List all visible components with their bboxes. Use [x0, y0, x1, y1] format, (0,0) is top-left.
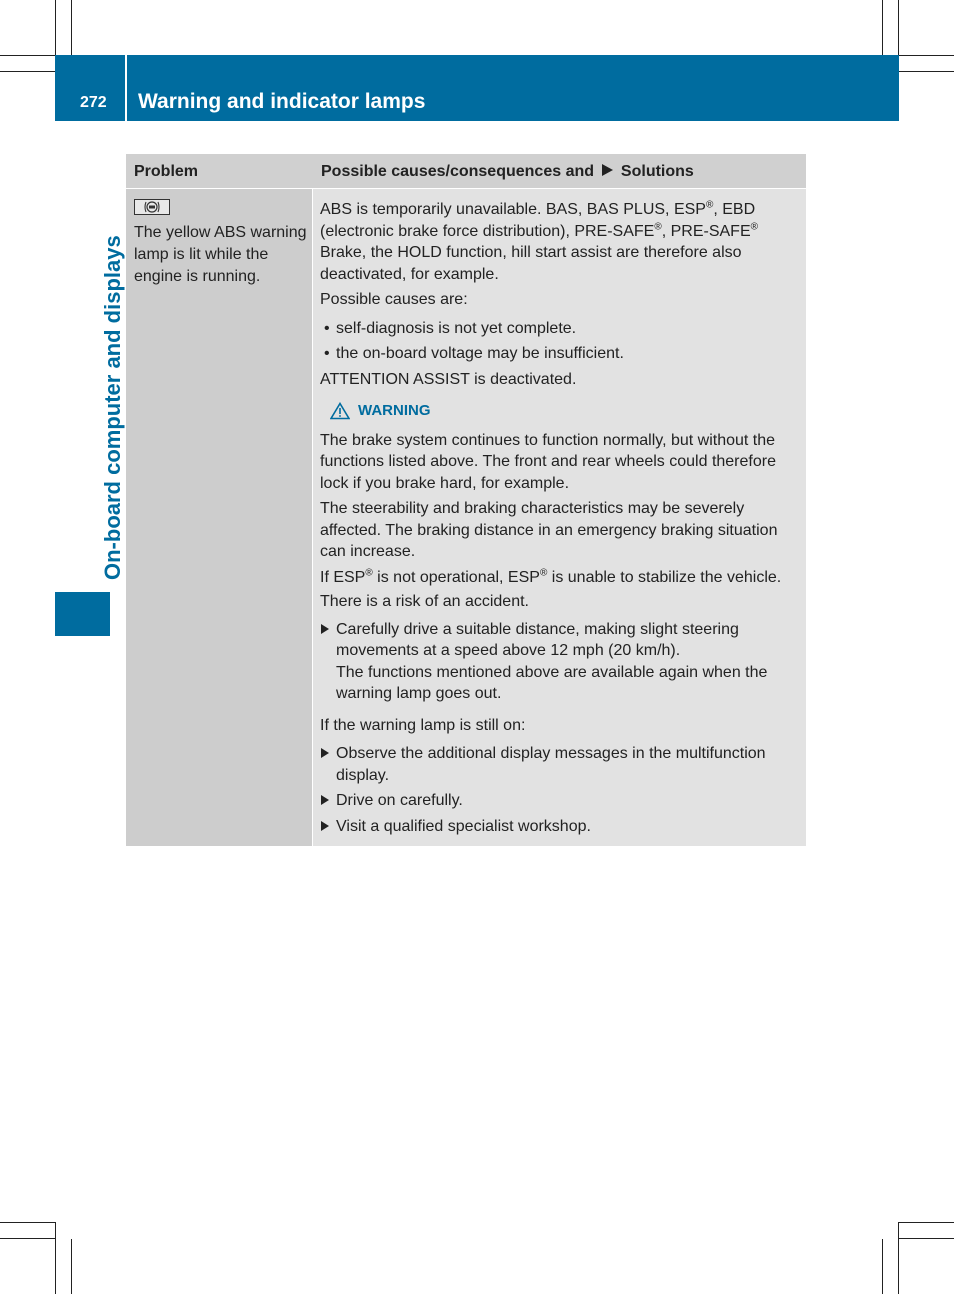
list-item — [320, 343, 802, 365]
warning-paragraph: The steerability and braking characteristics may be severely affected. The braking distance in an emergency braking situation can increase. — [320, 500, 778, 560]
crop-mark — [882, 1239, 883, 1294]
instruction-step — [320, 619, 802, 705]
column-header-causes-text: Possible causes/consequences and — [321, 163, 595, 180]
crop-mark — [0, 1238, 55, 1239]
crop-mark — [0, 1222, 55, 1223]
instruction-step — [320, 743, 802, 786]
step-arrow-icon — [321, 795, 329, 805]
bullet-icon: • — [324, 345, 330, 362]
crop-mark — [0, 71, 55, 72]
text: If ESP — [320, 568, 366, 586]
section-title: Warning and indicator lamps — [138, 90, 426, 113]
paragraph-attention-assist: ATTENTION ASSIST is deactivated. — [320, 370, 577, 388]
warning-paragraph — [320, 567, 802, 589]
bullet-icon: • — [324, 319, 330, 337]
causes-solutions-cell — [313, 189, 806, 846]
crop-mark — [882, 0, 883, 55]
crop-mark — [71, 0, 72, 55]
text: ABS is temporarily unavailable. BAS, BAS PLUS, ESP — [320, 201, 706, 218]
warning-paragraph: There is a risk of an accident. — [320, 593, 529, 610]
solution-arrow-icon — [600, 163, 614, 177]
text: Brake, the HOLD function, hill start assist are therefore also deactivated, for example. — [320, 244, 742, 283]
text: , EBD (electronic brake force distribution), PRE-SAFE — [320, 201, 756, 240]
step-arrow-icon — [321, 748, 329, 758]
paragraph-possible-causes: Possible causes are: — [320, 291, 468, 308]
problem-cell — [126, 189, 312, 846]
warning-paragraph: The brake system continues to function normally, but without the functions listed above. The front and rear wheels could therefore lock if you brake hard, for example. — [320, 431, 776, 492]
registered-mark: ® — [654, 221, 662, 233]
registered-mark: ® — [750, 221, 758, 233]
crop-mark — [899, 55, 954, 56]
problem-description: The yellow ABS warning lamp is lit while the engine is running. — [134, 224, 307, 285]
text: is not operational, ESP — [372, 568, 540, 586]
step-arrow-icon — [321, 821, 329, 831]
registered-mark: ® — [705, 199, 714, 211]
page-number: 272 — [80, 94, 107, 111]
step-text: Observe the additional display messages in the multifunction display. — [336, 745, 766, 784]
step-text: Drive on carefully. — [336, 792, 463, 809]
warning-label: WARNING — [358, 402, 431, 419]
column-header-causes — [321, 163, 694, 181]
abs-warning-lamp-icon — [134, 199, 170, 215]
list-item-text: the on-board voltage may be insufficient. — [336, 345, 624, 362]
paragraph-still-on: If the warning lamp is still on: — [320, 716, 526, 734]
step-text: Visit a qualified specialist workshop. — [336, 817, 591, 835]
text: , PRE-SAFE — [661, 222, 751, 240]
crop-mark — [899, 1222, 954, 1223]
instruction-step — [320, 816, 802, 838]
crop-mark — [898, 0, 899, 55]
header-divider — [125, 55, 127, 121]
text: is unable to stabilize the vehicle. — [547, 568, 782, 586]
paragraph-abs-unavailable — [320, 199, 802, 285]
warning-table — [126, 154, 806, 846]
registered-mark: ® — [539, 567, 548, 579]
crop-mark — [0, 55, 55, 56]
crop-mark — [55, 0, 56, 55]
list-item — [320, 318, 802, 340]
instruction-step — [320, 790, 802, 812]
step-note: The functions mentioned above are available again when the warning lamp goes out. — [336, 663, 768, 702]
chapter-title: On-board computer and displays — [100, 235, 125, 580]
column-header-solutions-text: Solutions — [620, 163, 694, 180]
crop-mark — [55, 1222, 56, 1294]
crop-mark — [899, 1238, 954, 1239]
table-header-row — [126, 154, 806, 189]
crop-mark — [899, 71, 954, 72]
registered-mark: ® — [365, 567, 373, 579]
crop-mark — [71, 1239, 72, 1294]
warning-heading — [320, 400, 802, 422]
column-header-problem: Problem — [134, 163, 199, 180]
warning-triangle-icon — [330, 402, 350, 420]
step-text: Carefully drive a suitable distance, making slight steering movements at a speed above 12 mph (20 km/h). — [336, 620, 739, 659]
step-arrow-icon — [321, 624, 329, 634]
chapter-tab — [55, 592, 110, 636]
list-item-text: self-diagnosis is not yet complete. — [336, 319, 577, 337]
crop-mark — [898, 1222, 899, 1294]
